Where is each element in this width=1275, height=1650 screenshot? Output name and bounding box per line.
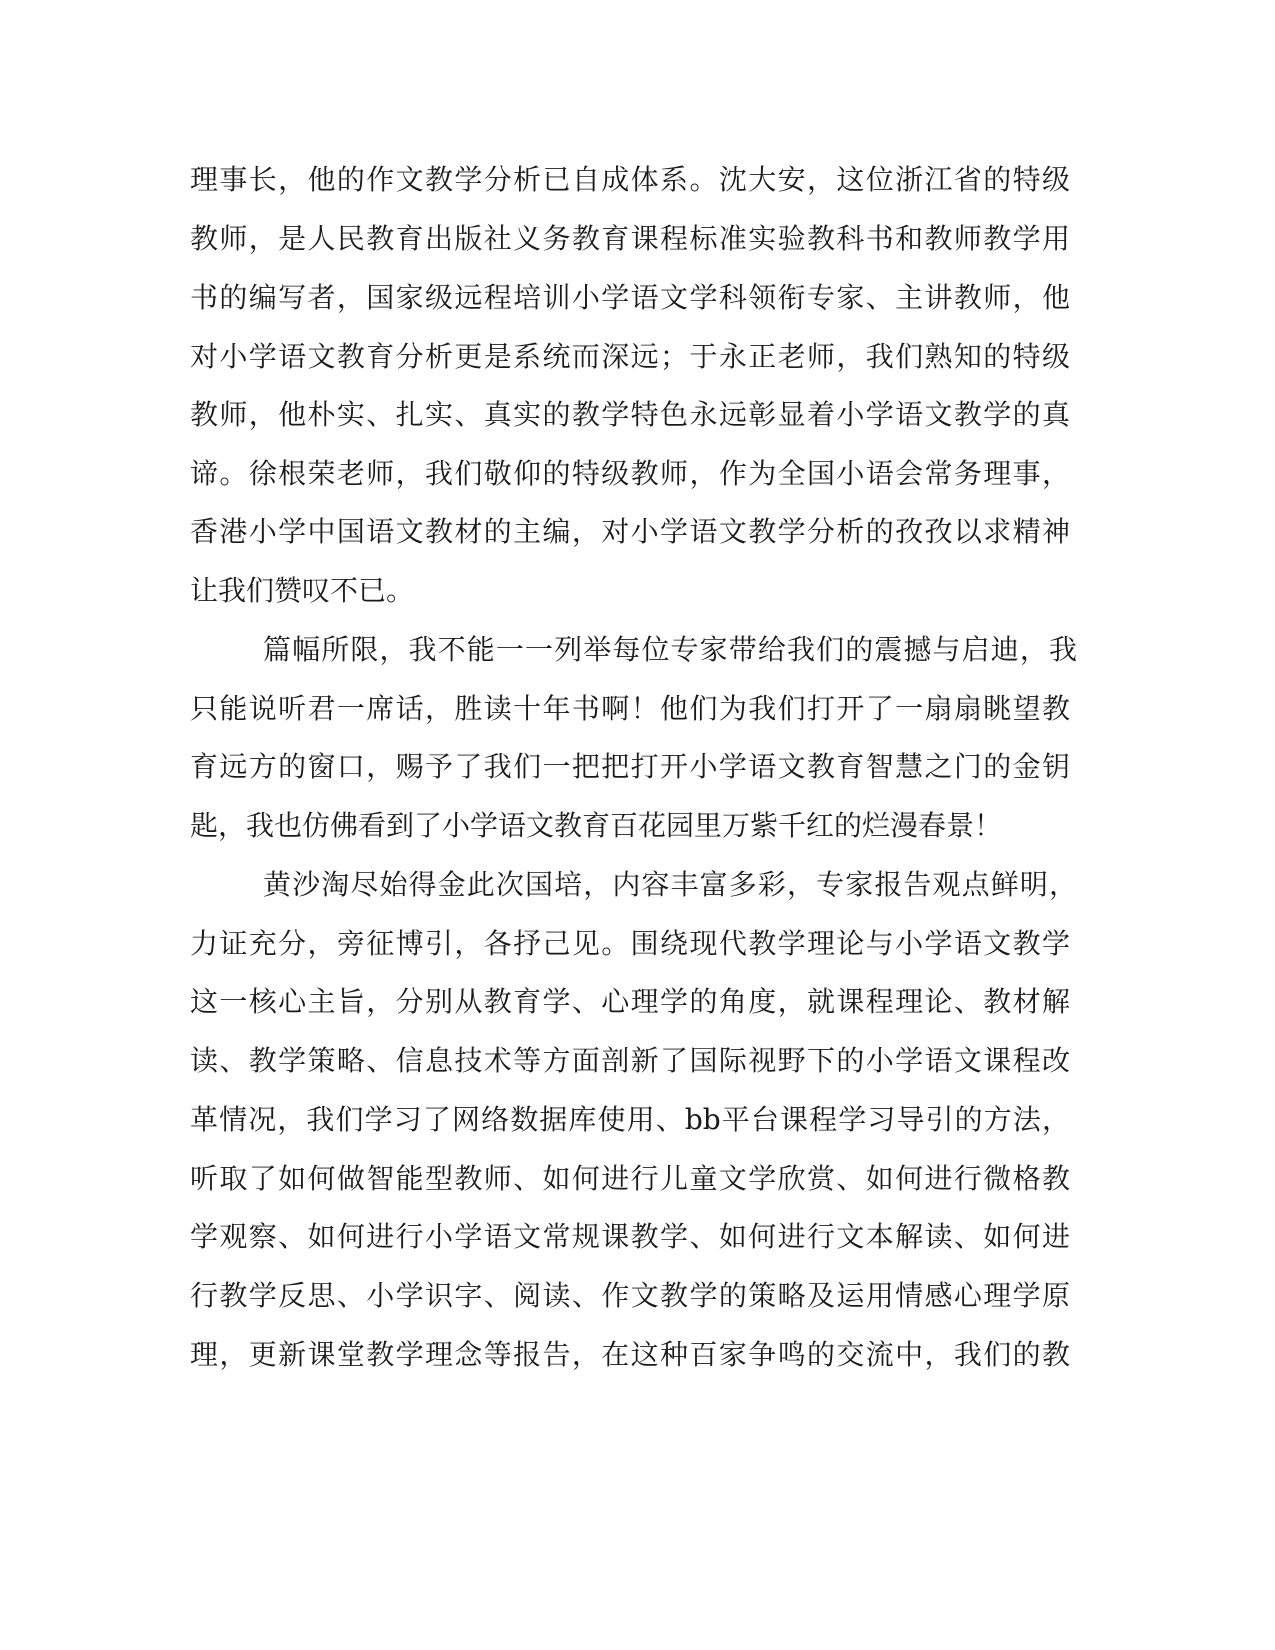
- text-line-17: 革情况，我们学习了网络数据库使用、bb平台课程学习导引的方法，: [190, 1103, 1070, 1136]
- text-line-3: 书的编写者，国家级远程培训小学语文学科领衔专家、主讲教师，他: [190, 281, 1070, 314]
- text-line-8: 让我们赞叹不已。: [190, 574, 415, 607]
- text-line-18: 听取了如何做智能型教师、如何进行儿童文学欣赏、如何进行微格教: [190, 1162, 1070, 1195]
- text-line-16: 读、教学策略、信息技术等方面剖新了国际视野下的小学语文课程改: [190, 1044, 1070, 1077]
- text-line-20: 行教学反思、小学识字、阅读、作文教学的策略及运用情感心理学原: [190, 1279, 1070, 1312]
- text-line-2: 教师，是人民教育出版社义务教育课程标准实验教科书和教师教学用: [190, 222, 1070, 255]
- text-line-7: 香港小学中国语文教材的主编，对小学语文教学分析的孜孜以求精神: [190, 515, 1070, 548]
- text-line-13: 黄沙淘尽始得金此次国培，内容丰富多彩，专家报告观点鲜明，: [263, 868, 1077, 901]
- text-line-5: 教师，他朴实、扎实、真实的教学特色永远彰显着小学语文教学的真: [190, 398, 1070, 431]
- text-line-12: 匙，我也仿佛看到了小学语文教育百花园里万紫千红的烂漫春景！: [190, 809, 1003, 842]
- text-line-21: 理，更新课堂教学理念等报告，在这种百家争鸣的交流中，我们的教: [190, 1338, 1070, 1371]
- text-line-15: 这一核心主旨，分别从教育学、心理学的角度，就课程理论、教材解: [190, 985, 1070, 1018]
- text-line-10: 只能说听君一席话，胜读十年书啊！他们为我们打开了一扇扇眺望教: [190, 692, 1070, 725]
- text-line-6: 谛。徐根荣老师，我们敬仰的特级教师，作为全国小语会常务理事，: [190, 457, 1070, 490]
- text-line-14: 力证充分，旁征博引，各抒己见。围绕现代教学理论与小学语文教学: [190, 927, 1070, 960]
- text-line-1: 理事长，他的作文教学分析已自成体系。沈大安，这位浙江省的特级: [190, 163, 1070, 196]
- text-line-11: 育远方的窗口，赐予了我们一把把打开小学语文教育智慧之门的金钥: [190, 750, 1070, 783]
- text-line-9: 篇幅所限，我不能一一列举每位专家带给我们的震撼与启迪，我: [263, 633, 1077, 666]
- text-line-4: 对小学语文教育分析更是系统而深远；于永正老师，我们熟知的特级: [190, 340, 1070, 373]
- text-line-19: 学观察、如何进行小学语文常规课教学、如何进行文本解读、如何进: [190, 1220, 1070, 1253]
